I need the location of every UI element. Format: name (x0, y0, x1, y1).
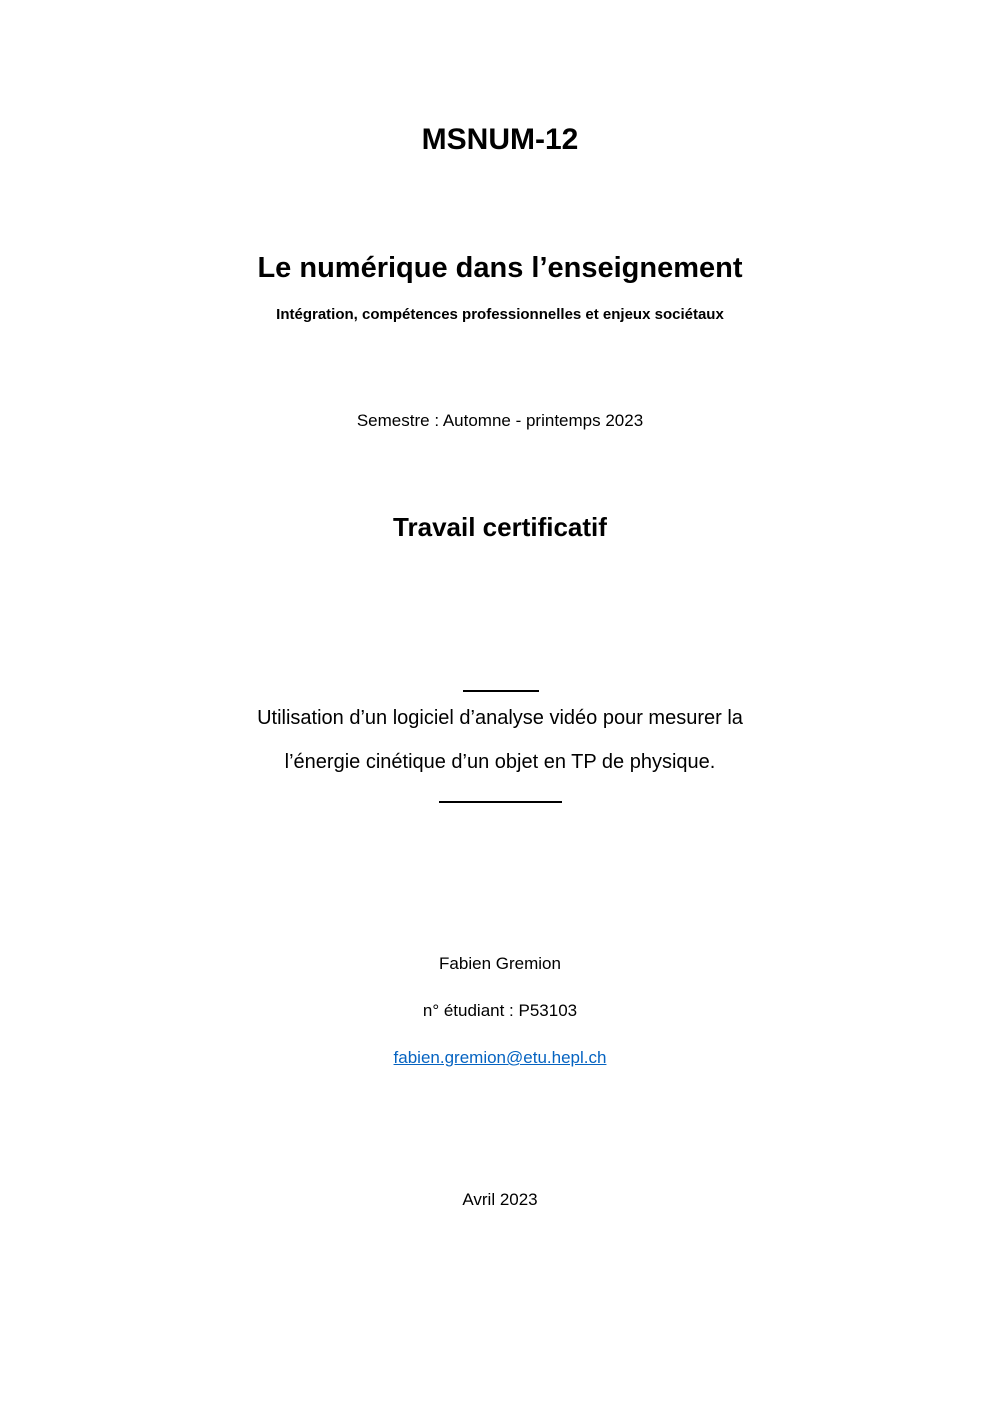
student-number: n° étudiant : P53103 (422, 1001, 578, 1020)
topic-line-2: l’énergie cinétique d’un objet en TP de physique. (284, 751, 716, 773)
topic-line-1: Utilisation d’un logiciel d’analyse vidéo pour mesurer la (257, 707, 743, 729)
topic-bottom-rule (439, 801, 562, 803)
course-code: MSNUM-12 (421, 123, 579, 156)
email-line (0, 1049, 1000, 1066)
document-title: Le numérique dans l’enseignement (257, 252, 743, 284)
work-type-heading: Travail certificatif (393, 512, 607, 542)
document-subtitle: Intégration, compétences professionnelles et enjeux sociétaux (276, 306, 724, 323)
document-date: Avril 2023 (462, 1190, 538, 1209)
email-link[interactable]: fabien.gremion@etu.hepl.ch (393, 1048, 607, 1067)
author-name: Fabien Gremion (439, 954, 561, 973)
semester-info: Semestre : Automne - printemps 2023 (356, 411, 644, 430)
topic-top-rule (463, 690, 539, 692)
